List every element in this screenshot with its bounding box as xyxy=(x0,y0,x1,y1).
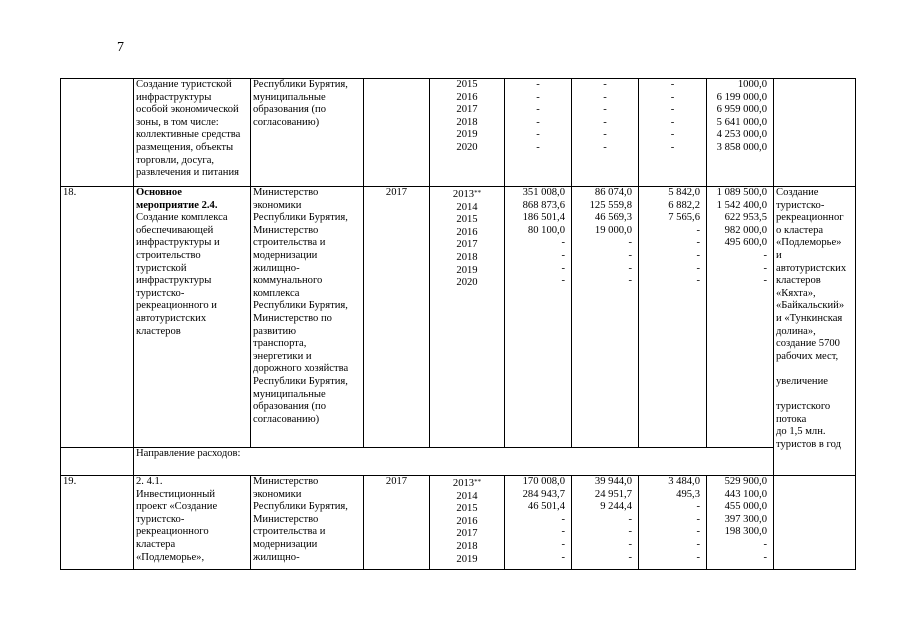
cell-line: Основное xyxy=(136,187,182,198)
cell-line: - xyxy=(670,129,675,141)
cell-line: - xyxy=(561,262,565,274)
cell-line: 2019 xyxy=(456,553,478,565)
cell-line: - xyxy=(628,526,632,538)
cell-responsible xyxy=(251,187,364,448)
cell-line: 2018 xyxy=(456,540,478,552)
cell-line: модернизации xyxy=(253,249,318,261)
cell-line: и xyxy=(776,249,782,261)
cell-line: Инвестиционный xyxy=(136,488,215,500)
cell-line: Республики Бурятия, xyxy=(253,300,348,312)
cell-line: потока xyxy=(776,413,807,425)
cell-line: 7 565,6 xyxy=(668,212,700,224)
cell-responsible xyxy=(251,79,364,187)
cell-line: Создание комплекса xyxy=(136,212,228,224)
cell-line: 2018 xyxy=(456,251,478,263)
cell-line: 3 484,0 xyxy=(668,476,700,487)
cell-num: 18. xyxy=(61,187,134,448)
cell-line: 186 501,4 xyxy=(522,212,565,224)
cell-line: - xyxy=(628,551,632,563)
cell-line: - xyxy=(603,104,607,116)
cell-year xyxy=(364,79,430,187)
cell-line: транспорта, xyxy=(253,338,307,350)
cell-line: кластеров xyxy=(776,275,821,287)
cell-line: - xyxy=(696,262,700,274)
cell-line: размещения, объекты xyxy=(136,141,234,153)
cell-line: - xyxy=(763,538,767,550)
cell-line: 2014 xyxy=(456,490,478,502)
cell-line: - xyxy=(628,262,632,274)
cell-line: Республики Бурятия, xyxy=(253,79,348,90)
cell-line: - xyxy=(670,104,675,116)
cell-year: 2017 xyxy=(364,476,430,570)
cell-value-4 xyxy=(707,476,774,570)
cell-line: 46 569,3 xyxy=(594,212,632,224)
cell-value-1 xyxy=(505,79,572,187)
cell-line: «Байкальский» xyxy=(776,300,845,312)
cell-line: 170 008,0 xyxy=(522,476,565,487)
cell-line: - xyxy=(536,91,540,103)
cell-line: 2018 xyxy=(456,116,478,128)
cell-line: - xyxy=(603,129,607,141)
cell-responsible xyxy=(251,476,364,570)
cell-line: долина», xyxy=(776,325,816,337)
cell-line: 5 641 000,0 xyxy=(716,116,767,128)
cell-line: 284 943,7 xyxy=(522,488,565,500)
cell-line: проект «Создание xyxy=(136,501,218,513)
cell-line: - xyxy=(561,526,565,538)
cell-line: жилищно- xyxy=(253,551,300,563)
cell-line: зоны, в том числе: xyxy=(136,116,219,128)
cell-line: 6 959 000,0 xyxy=(716,104,767,116)
cell-line: автотуристских xyxy=(136,312,207,324)
cell-line: туристско- xyxy=(136,513,185,525)
cell-line: - xyxy=(561,551,565,563)
cell-value-3 xyxy=(639,187,707,448)
cell-line: туристско- xyxy=(776,199,825,211)
cell-line: - xyxy=(536,104,540,116)
cell-line: инфраструктуры xyxy=(136,91,212,103)
cell-line: 2016 xyxy=(456,91,478,103)
cell-line: торговли, досуга, xyxy=(136,154,215,166)
cell-line: - xyxy=(561,275,565,287)
cell-periods xyxy=(430,476,505,570)
cell-line: туристского xyxy=(776,401,831,413)
cell-line: - xyxy=(603,79,607,90)
cell-line: 19 000,0 xyxy=(594,224,632,236)
cell-line: - xyxy=(696,538,700,550)
cell-line: 24 951,7 xyxy=(594,488,632,500)
cell-line: 4 253 000,0 xyxy=(716,129,767,141)
cell-line: 2015 xyxy=(456,214,478,226)
cell-line: развитию xyxy=(253,325,297,337)
cell-line: 2013** xyxy=(452,189,482,200)
cell-line: 2016 xyxy=(456,515,478,527)
cell-line: модернизации xyxy=(253,538,318,550)
cell-value-2 xyxy=(572,476,639,570)
cell-name xyxy=(134,187,251,448)
cell-line: - xyxy=(696,249,700,261)
cell-num xyxy=(61,448,134,476)
cell-line: - xyxy=(763,551,767,563)
cell-line: Министерство xyxy=(253,224,319,236)
cell-line: 2014 xyxy=(456,201,478,213)
cell-line: и «Тункинская xyxy=(776,312,843,324)
cell-line: 198 300,0 xyxy=(724,526,767,538)
cell-value-3 xyxy=(639,476,707,570)
cell-line: 39 944,0 xyxy=(594,476,632,487)
cell-periods xyxy=(430,79,505,187)
cell-line: рекреационного xyxy=(136,526,209,538)
cell-line: Создание туристской xyxy=(136,79,232,90)
cell-line: дорожного хозяйства xyxy=(253,363,349,375)
cell-line: 622 953,5 xyxy=(724,212,767,224)
cell-num xyxy=(61,79,134,187)
cell-line: 1 542 400,0 xyxy=(716,199,767,211)
cell-line: 6 882,2 xyxy=(668,199,700,211)
cell-line: туристов в год xyxy=(776,438,842,450)
cell-line: энергетики и xyxy=(253,350,312,362)
cell-line: - xyxy=(696,526,700,538)
cell-line: 455 000,0 xyxy=(724,501,767,513)
cell-line: - xyxy=(603,116,607,128)
cell-line: экономики xyxy=(253,199,302,211)
table-row-continuation xyxy=(61,79,856,187)
cell-line: 1 089 500,0 xyxy=(716,187,767,198)
cell-line: муниципальные xyxy=(253,91,326,103)
cell-line: - xyxy=(628,249,632,261)
cell-line: 397 300,0 xyxy=(724,513,767,525)
cell-line: муниципальные xyxy=(253,388,326,400)
cell-line: особой экономической xyxy=(136,104,239,116)
cell-line: 2015 xyxy=(456,503,478,515)
cell-line: - xyxy=(763,275,767,287)
cell-line: развлечения и питания xyxy=(136,167,239,179)
cell-line: мероприятие 2.4. xyxy=(136,199,218,211)
cell-line: - xyxy=(536,116,540,128)
cell-line: согласованию) xyxy=(253,116,320,128)
cell-line: - xyxy=(628,538,632,550)
cell-line: «Кяхта», xyxy=(776,287,816,299)
cell-line: рекреационного и xyxy=(136,300,217,312)
cell-line: туристской xyxy=(136,262,187,274)
cell-line: 2017 xyxy=(456,104,478,116)
cell-result xyxy=(774,79,856,187)
cell-value-1 xyxy=(505,187,572,448)
cell-line: кластера xyxy=(136,538,176,550)
cell-value-2 xyxy=(572,187,639,448)
cell-line: Республики Бурятия, xyxy=(253,375,348,387)
cell-line: до 1,5 млн. xyxy=(776,426,826,438)
cell-line: 2019 xyxy=(456,264,478,276)
cell-line: Министерство xyxy=(253,476,319,487)
cell-line: - xyxy=(670,116,675,128)
cell-line: 2017 xyxy=(456,239,478,251)
cell-line: - xyxy=(603,141,607,153)
cell-line: - xyxy=(536,79,540,90)
cell-line: жилищно- xyxy=(253,262,300,274)
cell-line: 2020 xyxy=(456,277,478,289)
cell-line: - xyxy=(763,249,767,261)
cell-line: Создание xyxy=(776,187,819,198)
page-number: 7 xyxy=(117,40,124,55)
cell-value-3 xyxy=(639,79,707,187)
cell-line: строительства и xyxy=(253,526,326,538)
cell-line: коллективные средства xyxy=(136,129,241,141)
cell-line: - xyxy=(561,237,565,249)
cell-line: инфраструктуры и xyxy=(136,237,220,249)
cell-line: - xyxy=(670,79,675,90)
cell-line: «Подлеморье» xyxy=(776,237,842,249)
cell-line: согласованию) xyxy=(253,413,320,425)
cell-line: создание 5700 xyxy=(776,338,840,350)
cell-line: Министерство xyxy=(253,513,319,525)
cell-line: - xyxy=(536,129,540,141)
cell-value-2 xyxy=(572,79,639,187)
cell-name xyxy=(134,79,251,187)
cell-line: 2017 xyxy=(456,528,478,540)
cell-line: увеличение xyxy=(776,375,828,387)
cell-line: 80 100,0 xyxy=(527,224,565,236)
cell-year: 2017 xyxy=(364,187,430,448)
cell-line: - xyxy=(696,551,700,563)
cell-line: - xyxy=(763,262,767,274)
cell-line: - xyxy=(696,275,700,287)
cell-line: 2016 xyxy=(456,226,478,238)
footnote-mark: ** xyxy=(474,189,482,197)
table-row-direction xyxy=(61,448,856,476)
cell-line: 5 842,0 xyxy=(668,187,700,198)
cell-line: 2013** xyxy=(452,478,482,489)
cell-line: автотуристских xyxy=(776,262,847,274)
cell-line: - xyxy=(628,513,632,525)
cell-value-4 xyxy=(707,187,774,448)
program-table xyxy=(60,78,856,570)
cell-line: строительства и xyxy=(253,237,326,249)
cell-line: - xyxy=(561,538,565,550)
cell-line: 529 900,0 xyxy=(724,476,767,487)
table-row-18 xyxy=(61,187,856,448)
direction-label: Направление расходов: xyxy=(134,448,774,476)
cell-line: 982 000,0 xyxy=(724,224,767,236)
cell-line: - xyxy=(696,513,700,525)
cell-line: образования (по xyxy=(253,401,327,413)
cell-line: - xyxy=(696,224,700,236)
cell-line: комплекса xyxy=(253,287,300,299)
cell-line: кластеров xyxy=(136,325,181,337)
cell-line: - xyxy=(696,501,700,513)
cell-line: 868 873,6 xyxy=(522,199,565,211)
cell-name xyxy=(134,476,251,570)
cell-line: 2019 xyxy=(456,129,478,141)
cell-line: экономики xyxy=(253,488,302,500)
cell-line: туристско- xyxy=(136,287,185,299)
cell-line: - xyxy=(628,237,632,249)
cell-line: обеспечивающей xyxy=(136,224,214,236)
cell-line: коммунального xyxy=(253,275,323,287)
cell-line: 495,3 xyxy=(676,488,700,500)
cell-line: 1000,0 xyxy=(737,79,767,90)
cell-periods xyxy=(430,187,505,448)
cell-line: 2020 xyxy=(456,141,478,153)
cell-line xyxy=(776,363,853,376)
cell-line: Республики Бурятия, xyxy=(253,501,348,513)
cell-line: 495 600,0 xyxy=(724,237,767,249)
cell-value-1 xyxy=(505,476,572,570)
cell-line: 86 074,0 xyxy=(594,187,632,198)
table-row-19 xyxy=(61,476,856,570)
cell-line: - xyxy=(696,237,700,249)
cell-line: - xyxy=(603,91,607,103)
cell-line: строительство xyxy=(136,249,201,261)
cell-line: 351 008,0 xyxy=(522,187,565,198)
cell-line: - xyxy=(628,275,632,287)
cell-line xyxy=(776,389,853,402)
cell-line: рекреационног xyxy=(776,212,844,224)
cell-line: образования (по xyxy=(253,104,327,116)
footnote-mark: ** xyxy=(474,478,482,486)
cell-result xyxy=(774,187,856,476)
cell-line: Министерство по xyxy=(253,312,332,324)
cell-line: 6 199 000,0 xyxy=(716,91,767,103)
cell-line: рабочих мест, xyxy=(776,350,839,362)
cell-line: «Подлеморье», xyxy=(136,551,205,563)
cell-line: - xyxy=(536,141,540,153)
cell-line: 46 501,4 xyxy=(527,501,565,513)
cell-line: - xyxy=(670,91,675,103)
cell-line: 9 244,4 xyxy=(600,501,632,513)
cell-line: о кластера xyxy=(776,224,824,236)
cell-line: - xyxy=(561,513,565,525)
cell-line: - xyxy=(670,141,675,153)
cell-line: Министерство xyxy=(253,187,319,198)
cell-result xyxy=(774,476,856,570)
cell-line: 443 100,0 xyxy=(724,488,767,500)
cell-num: 19. xyxy=(61,476,134,570)
cell-line: - xyxy=(561,249,565,261)
cell-line: 2. 4.1. xyxy=(136,476,163,487)
cell-line: 3 858 000,0 xyxy=(716,141,767,153)
cell-line: 2015 xyxy=(456,79,478,90)
cell-line: 125 559,8 xyxy=(589,199,632,211)
cell-line: Республики Бурятия, xyxy=(253,212,348,224)
cell-value-4 xyxy=(707,79,774,187)
cell-line: инфраструктуры xyxy=(136,275,212,287)
